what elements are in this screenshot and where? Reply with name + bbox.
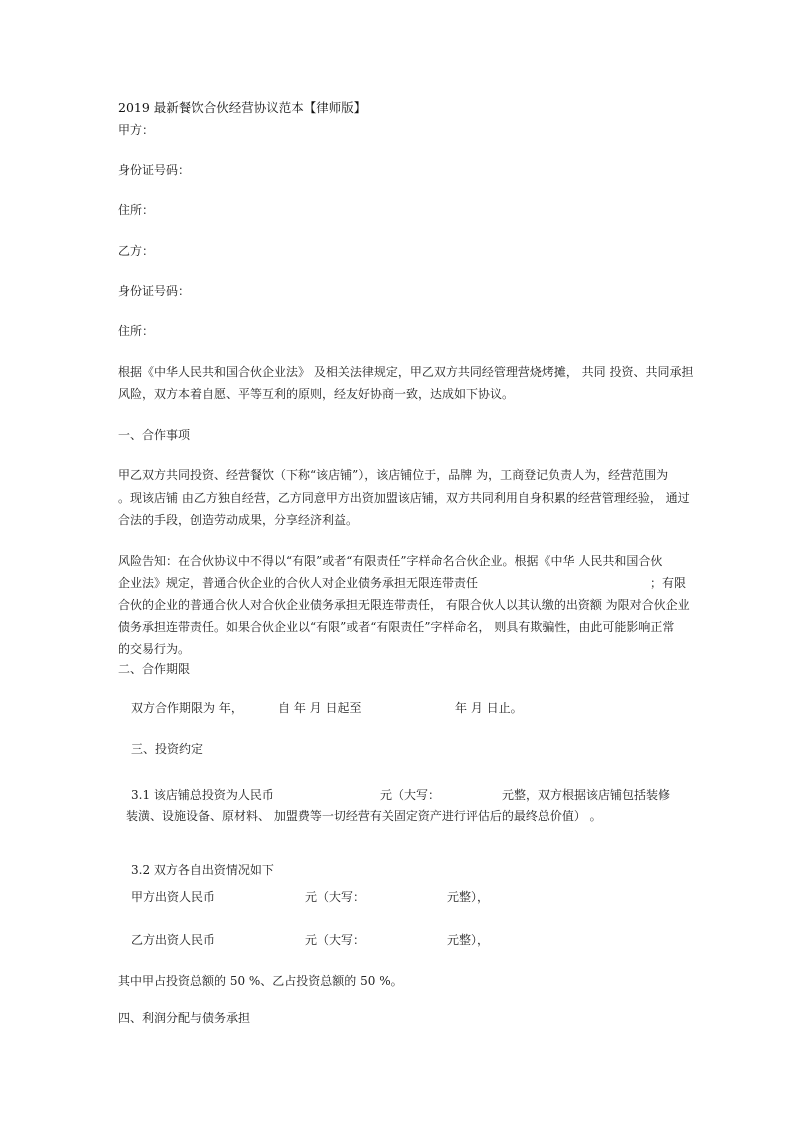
party-b-address-label: 住所： <box>118 324 155 338</box>
section2-term-part1: 双方合作期限为 年， <box>131 701 243 715</box>
section4-heading: 四、利润分配与债务承担 <box>118 1011 251 1025</box>
document-title: 2019 最新餐饮合伙经营协议范本【律师版】 <box>118 100 367 115</box>
party-b-invest-part2: 元（大写： <box>305 933 366 947</box>
section2-term-part2: 自 年 月 日起至 <box>278 701 362 715</box>
clause31-line2: 装潢、设施设备、原材料、 加盟费等一切经营有关固定资产进行评估后的最终总价值） 。 <box>126 809 602 823</box>
party-a-label: 甲方： <box>118 123 155 137</box>
risk-notice-line-4: 债务承担连带责任。如果合伙企业以“有限”或者“有限责任”字样命名， 则具有欺骗性，由此可能影响正常 <box>118 620 675 634</box>
section2-term-part3: 年 月 日止。 <box>455 701 523 715</box>
clause31-part1: 3.1 该店铺总投资为人民币 <box>131 788 274 802</box>
party-b-id-label: 身份证号码： <box>118 284 191 298</box>
section1-line-2: 。现该店铺 由乙方独自经营，乙方同意甲方出资加盟该店铺，双方共同利用自身积累的经营管理经验， 通过 <box>118 491 690 505</box>
section1-line-3: 合法的手段，创造劳动成果，分享经济利益。 <box>118 513 359 527</box>
risk-notice-line-2-end: ；有限 <box>650 576 687 590</box>
intro-line-2: 风险，双方本着自愿、平等互利的原则，经友好协商一致，达成如下协议。 <box>118 387 515 401</box>
party-a-invest-part2: 元（大写： <box>305 890 366 904</box>
section3-heading: 三、投资约定 <box>131 742 204 756</box>
risk-notice-line-5: 的交易行为。 <box>118 642 191 656</box>
clause31-part3: 元整，双方根据该店铺包括装修 <box>502 788 671 802</box>
section1-heading: 一、合作事项 <box>118 428 191 442</box>
clause31-part2: 元（大写： <box>380 788 441 802</box>
clause32-heading: 3.2 双方各自出资情况如下 <box>131 863 274 877</box>
party-a-invest-part3: 元整）， <box>447 890 490 904</box>
intro-line-1: 根据《中华人民共和国合伙企业法》 及相关法律规定，甲乙双方共同经管理营烧烤摊， 共同 投资、共同承担 <box>118 365 694 379</box>
risk-notice-line-2: 企业法》规定，普通合伙企业的合伙人对企业债务承担无限连带责任 <box>118 576 479 590</box>
party-b-invest-part1: 乙方出资人民币 <box>131 933 216 947</box>
party-b-invest-part3: 元整）， <box>447 933 490 947</box>
risk-notice-line-1: 风险告知：在合伙协议中不得以“有限”或者“有限责任”字样命名合伙企业。根据《中华 人民共和国合伙 <box>118 554 663 568</box>
party-a-id-label: 身份证号码： <box>118 163 191 177</box>
risk-notice-line-3: 合伙的企业的普通合伙人对合伙企业债务承担无限连带责任， 有限合伙人以其认缴的出资额 为限对合伙企业 <box>118 598 690 612</box>
party-a-invest-part1: 甲方出资人民币 <box>131 890 216 904</box>
section1-line-1: 甲乙双方共同投资、经营餐饮（下称“该店铺”），该店铺位于，品牌 为，工商登记负责人为，经营范围为 <box>118 468 669 482</box>
party-a-address-label: 住所： <box>118 203 155 217</box>
investment-ratio: 其中甲占投资总额的 50 %、乙占投资总额的 50 %。 <box>118 974 403 988</box>
section2-heading: 二、合作期限 <box>118 662 191 676</box>
party-b-label: 乙方： <box>118 244 155 258</box>
